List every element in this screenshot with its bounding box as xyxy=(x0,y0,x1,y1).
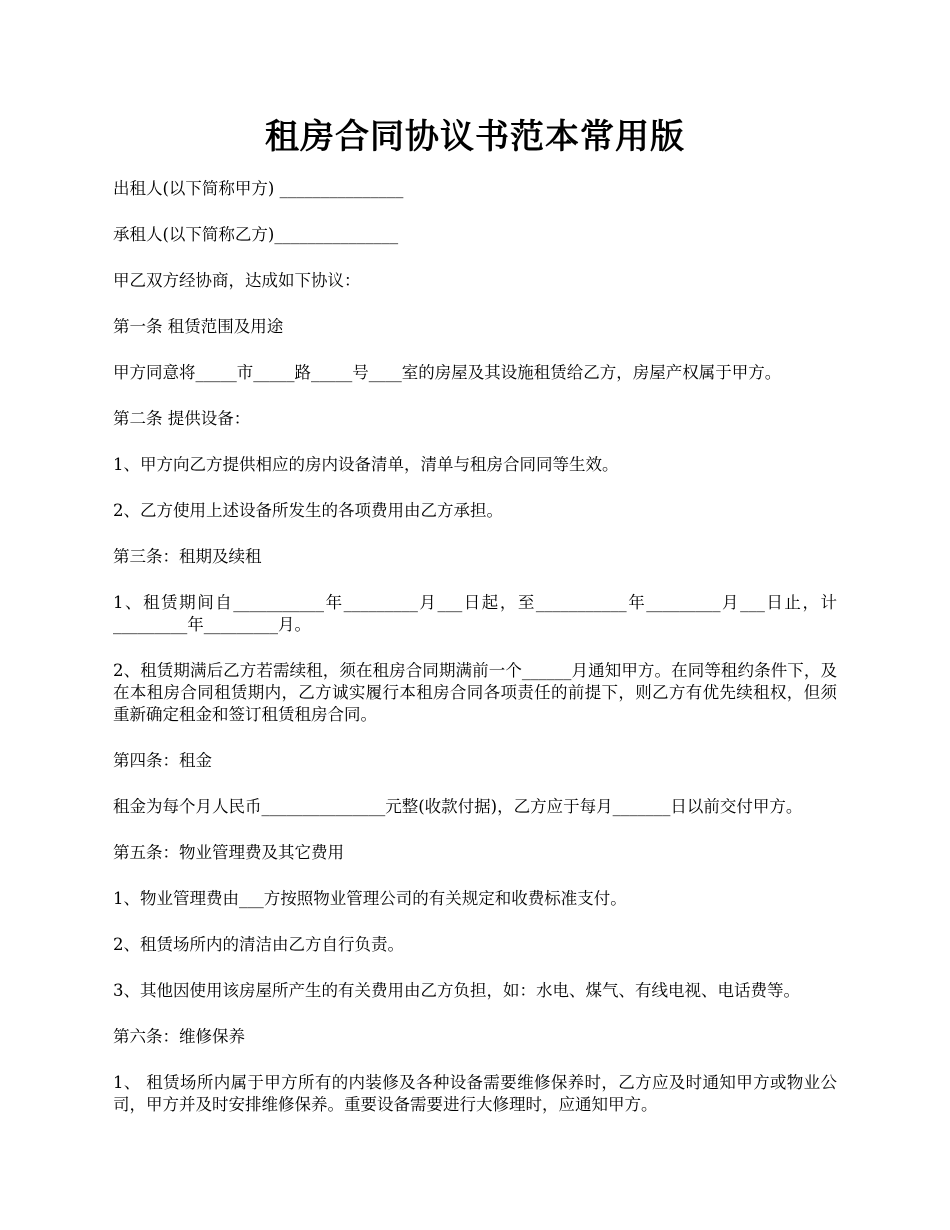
article-6-item-1: 1、 租赁场所内属于甲方所有的内装修及各种设备需要维修保养时，乙方应及时通知甲方或物业公司，甲方并及时安排维修保养。重要设备需要进行大修理时，应通知甲方。 xyxy=(113,1073,837,1114)
article-4-text: 租金为每个月人民币_______________元整(收款付据)，乙方应于每月_______日以前交付甲方。 xyxy=(113,797,803,816)
article-5-heading: 第五条：物业管理费及其它费用 xyxy=(113,843,344,862)
party-a-line: 出租人(以下简称甲方) _______________ xyxy=(113,179,404,198)
article-5-item-2: 2、租赁场所内的清洁由乙方自行负责。 xyxy=(113,935,404,954)
article-3-item-1: 1、租赁期间自___________年_________月___日起，至___________年_________月___日止，计_________年_________月。 xyxy=(113,593,837,634)
article-5-item-3: 3、其他因使用该房屋所产生的有关费用由乙方负担，如：水电、煤气、有线电视、电话费等。 xyxy=(113,981,800,1000)
article-4-heading: 第四条：租金 xyxy=(113,751,212,770)
article-1-text: 甲方同意将_____市_____路_____号____室的房屋及其设施租赁给乙方，房屋产权属于甲方。 xyxy=(113,363,782,382)
article-2-item-1: 1、甲方向乙方提供相应的房内设备清单，清单与租房合同同等生效。 xyxy=(113,455,619,474)
party-b-line: 承租人(以下简称乙方)_______________ xyxy=(113,225,399,244)
article-1-heading: 第一条 租赁范围及用途 xyxy=(113,317,284,336)
agreement-intro: 甲乙双方经协商，达成如下协议： xyxy=(113,271,361,290)
article-2-item-2: 2、乙方使用上述设备所发生的各项费用由乙方承担。 xyxy=(113,501,503,520)
article-3-item-2: 2、租赁期满后乙方若需续租，须在租房合同期满前一个______月通知甲方。在同等租约条件下，及在本租房合同租赁期内，乙方诚实履行本租房合同各项责任的前提下，则乙方有优先续租权，但须重新确定租金和签订租赁租房合同。 xyxy=(113,661,837,724)
article-2-heading: 第二条 提供设备： xyxy=(113,409,251,428)
document-body xyxy=(113,178,837,1140)
article-6-heading: 第六条：维修保养 xyxy=(113,1027,245,1046)
document-title: 租房合同协议书范本常用版 xyxy=(265,117,685,157)
article-3-heading: 第三条：租期及续租 xyxy=(113,547,262,566)
article-5-item-1: 1、物业管理费由___方按照物业管理公司的有关规定和收费标准支付。 xyxy=(113,889,627,908)
